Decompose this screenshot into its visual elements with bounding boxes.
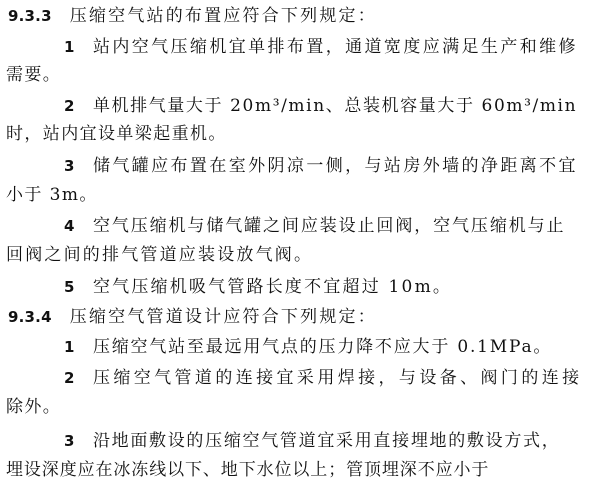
item-line (64, 333, 552, 361)
item-continuation (6, 241, 313, 269)
item-line (64, 33, 578, 61)
item-continuation-text: 需要。 (6, 65, 62, 85)
item-continuation (6, 61, 61, 89)
item-continuation (6, 120, 227, 148)
item-line (64, 92, 577, 120)
item-text: 单机排气量大于 20m³/min、总装机容量大于 60m³/min (92, 96, 578, 116)
item-number: 2 (64, 369, 75, 387)
item-text: 压缩空气站至最远用气点的压力降不应大于 0.1MPa。 (92, 337, 553, 357)
item-number: 1 (64, 338, 75, 356)
item-text: 沿地面敷设的压缩空气管道宜采用直接埋地的敷设方式， (92, 431, 561, 451)
item-line (64, 273, 452, 301)
item-text: 储气罐应布置在室外阴凉一侧，与站房外墙的净距离不宜 (92, 156, 578, 176)
item-text: 空气压缩机与储气罐之间应装设止回阀，空气压缩机与止 (92, 216, 566, 236)
item-continuation-text: 埋设深度应在冰冻线以下、地下水位以上；管顶埋深不应小于 (6, 460, 490, 480)
section-title: 压缩空气站的布置应符合下列规定： (69, 6, 377, 26)
section-heading-9-3-3 (8, 2, 377, 30)
item-text: 压缩空气管道的连接宜采用焊接，与设备、阀门的连接 (92, 368, 583, 388)
item-continuation-text: 时，站内宜设单梁起重机。 (6, 124, 227, 144)
item-continuation-text: 回阀之间的排气管道应装设放气阀。 (6, 245, 314, 265)
section-number: 9.3.4 (8, 308, 52, 326)
section-title: 压缩空气管道设计应符合下列规定： (69, 307, 377, 327)
item-text: 空气压缩机吸气管路长度不宜超过 10m。 (92, 277, 453, 297)
item-number: 3 (64, 432, 75, 450)
item-continuation-text: 除外。 (6, 397, 62, 417)
item-number: 3 (64, 157, 75, 175)
section-number: 9.3.3 (8, 7, 52, 25)
item-text: 站内空气压缩机宜单排布置，通道宽度应满足生产和维修 (92, 37, 578, 57)
item-line (64, 364, 583, 392)
section-heading-9-3-4 (8, 303, 377, 331)
item-continuation (6, 393, 61, 421)
item-continuation-text: 小于 3m。 (6, 185, 98, 205)
item-number: 2 (64, 97, 75, 115)
item-continuation (6, 456, 489, 484)
item-number: 4 (64, 217, 75, 235)
item-number: 5 (64, 278, 75, 296)
item-line (64, 152, 578, 180)
item-line (64, 212, 565, 240)
item-continuation (6, 181, 98, 209)
item-line (64, 427, 560, 455)
item-number: 1 (64, 38, 75, 56)
